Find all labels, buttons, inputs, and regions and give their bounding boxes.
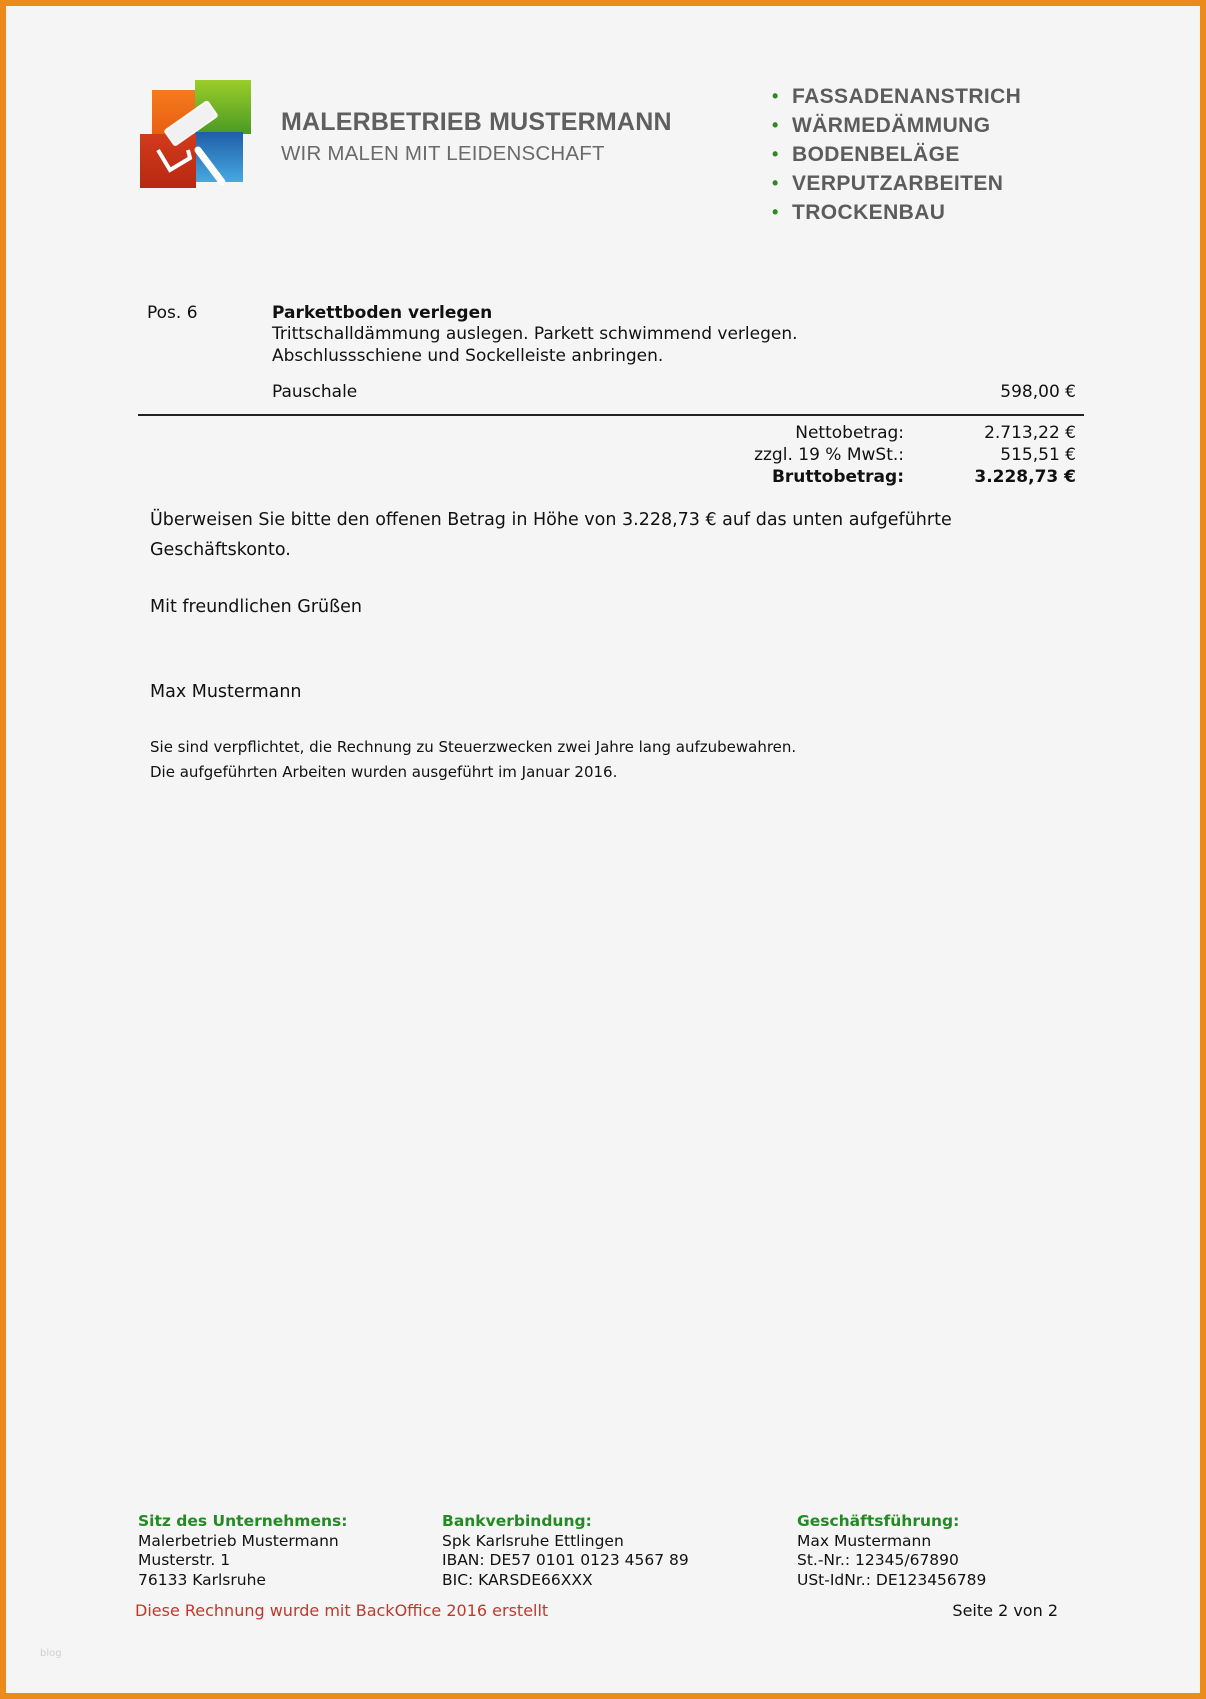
payment-instruction-cont: Geschäftskonto. [150, 540, 291, 560]
item-price: 598,00 € [1000, 382, 1076, 402]
footer-bank-line: BIC: KARSDE66XXX [442, 1570, 593, 1589]
footer-company-line: Musterstr. 1 [138, 1551, 231, 1569]
bullet-icon: • [772, 173, 779, 193]
service-item: • VERPUTZARBEITEN [772, 169, 1021, 198]
item-title: Parkettboden verlegen [272, 303, 493, 323]
item-position: Pos. 6 [147, 303, 198, 323]
generated-by-note: Diese Rechnung wurde mit BackOffice 2016 erstellt [135, 1601, 549, 1620]
payment-instruction: Überweisen Sie bitte den offenen Betrag in Höhe von 3.228,73 € auf das unten aufgeführte [150, 510, 952, 530]
footer-company-line: Malerbetrieb Mustermann [138, 1531, 339, 1550]
footer-management [797, 1512, 986, 1590]
net-label: Nettobetrag: [795, 423, 904, 443]
paint-roller-logo-icon [140, 80, 252, 188]
service-item: • TROCKENBAU [772, 198, 1021, 227]
footer-bank-line: IBAN: DE57 0101 0123 4567 89 [442, 1551, 689, 1569]
footer-management-line: Max Mustermann [797, 1531, 932, 1550]
footer-management-heading: Geschäftsführung: [797, 1512, 960, 1530]
divider [138, 414, 1084, 416]
item-description-line: Trittschalldämmung auslegen. Parkett schwimmend verlegen. [272, 324, 798, 344]
bullet-icon: • [772, 86, 779, 106]
bullet-icon: • [772, 202, 779, 222]
net-value: 2.713,22 € [984, 423, 1076, 443]
service-item: • BODENBELÄGE [772, 140, 1021, 169]
closing-greeting: Mit freundlichen Grüßen [150, 597, 362, 617]
footer-company-line: 76133 Karlsruhe [138, 1570, 266, 1589]
company-slogan: WIR MALEN MIT LEIDENSCHAFT [281, 142, 605, 165]
service-item: • WÄRMEDÄMMUNG [772, 111, 1021, 140]
vat-label: zzgl. 19 % MwSt.: [754, 445, 904, 465]
bullet-icon: • [772, 144, 779, 164]
services-list [772, 82, 1021, 227]
footer-management-line: St.-Nr.: 12345/67890 [797, 1551, 959, 1569]
footer-bank [442, 1512, 689, 1590]
footer-bank-line: Spk Karlsruhe Ettlingen [442, 1531, 624, 1550]
footer-bank-heading: Bankverbindung: [442, 1512, 592, 1530]
service-item: • FASSADENANSTRICH [772, 82, 1021, 111]
bullet-icon: • [772, 115, 779, 135]
signature-name: Max Mustermann [150, 682, 302, 702]
retention-note: Sie sind verpflichtet, die Rechnung zu Steuerzwecken zwei Jahre lang aufzubewahren. [150, 738, 797, 756]
item-description-line: Abschlussschiene und Sockelleiste anbringen. [272, 346, 664, 366]
footer-company-heading: Sitz des Unternehmens: [138, 1512, 348, 1530]
work-date-note: Die aufgeführten Arbeiten wurden ausgeführt im Januar 2016. [150, 763, 618, 781]
company-name: MALERBETRIEB MUSTERMANN [281, 108, 672, 136]
watermark: blog [40, 1648, 62, 1659]
gross-label: Bruttobetrag: [771, 467, 904, 487]
vat-value: 515,51 € [1000, 445, 1076, 465]
gross-value: 3.228,73 € [974, 467, 1076, 487]
item-unit: Pauschale [272, 382, 358, 402]
page-number: Seite 2 von 2 [952, 1601, 1058, 1620]
footer-company [138, 1512, 347, 1590]
footer-management-line: USt-IdNr.: DE123456789 [797, 1570, 987, 1589]
